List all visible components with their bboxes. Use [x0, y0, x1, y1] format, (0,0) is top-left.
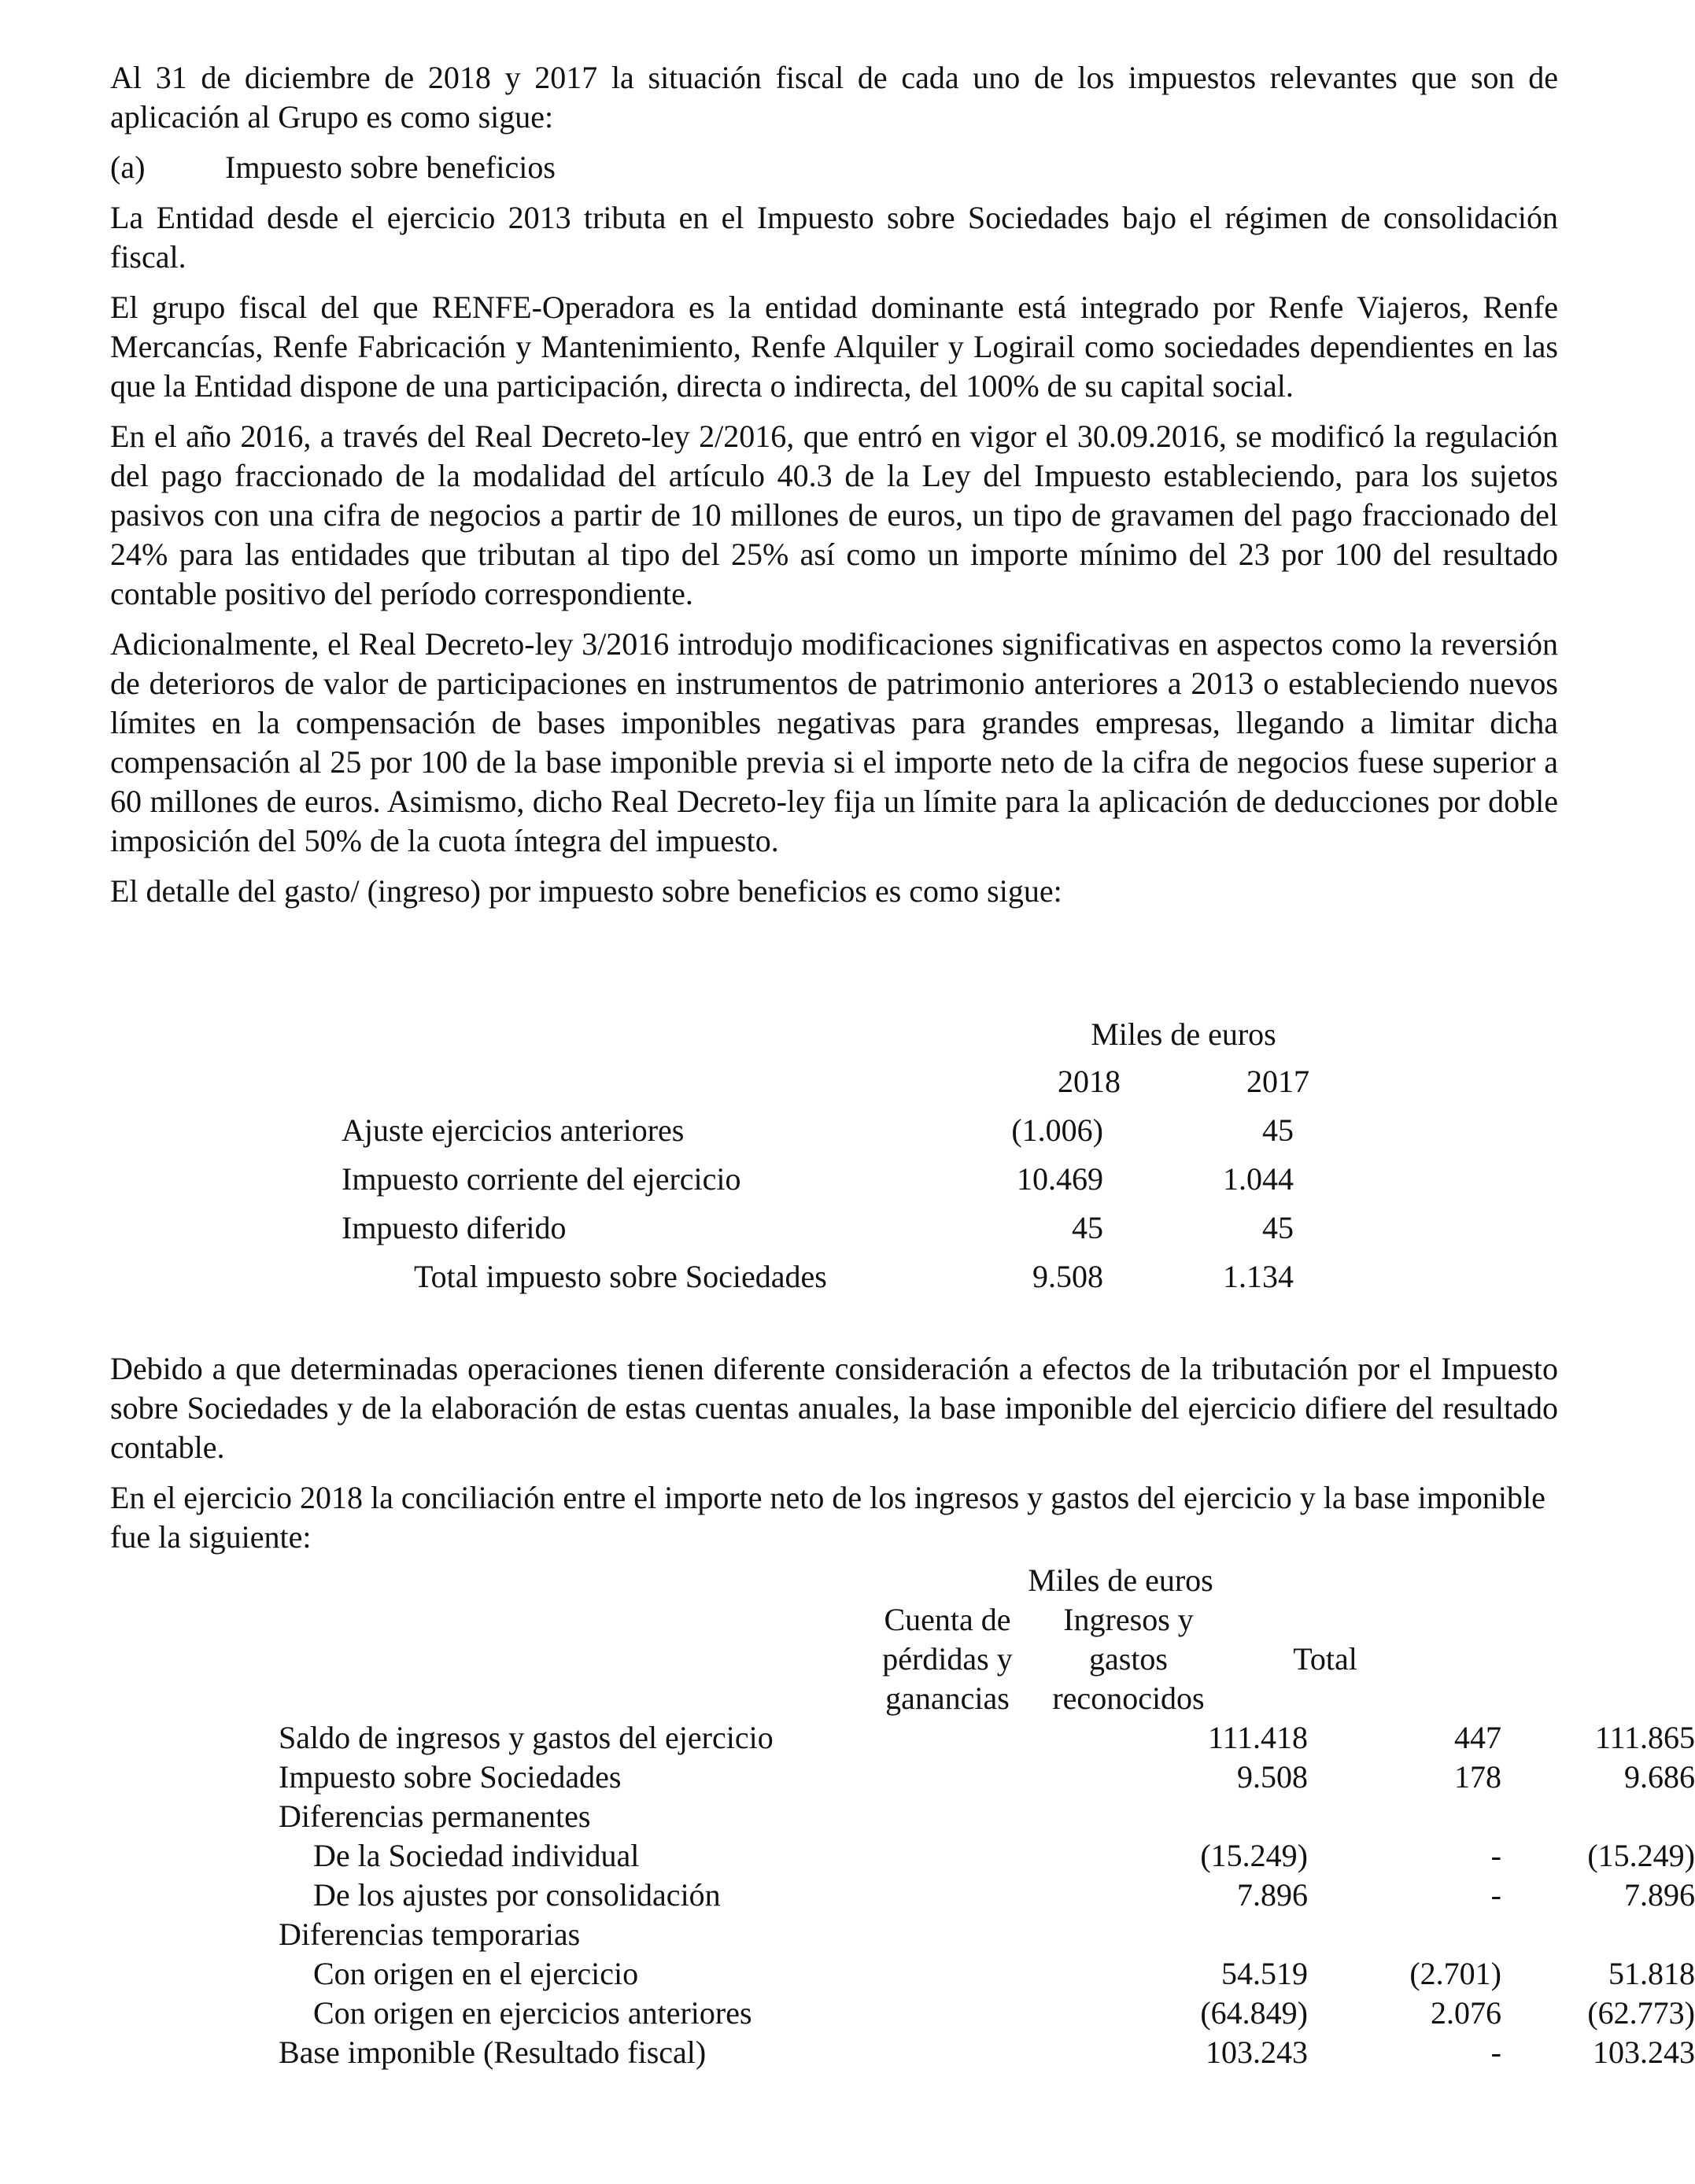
section-a-title: Impuesto sobre beneficios	[225, 149, 556, 185]
table1-row-label: Total impuesto sobre Sociedades	[414, 1259, 827, 1294]
table2-row-label: Base imponible (Resultado fiscal)	[279, 2035, 707, 2070]
table1-total-row	[342, 1257, 1364, 1304]
table2-row	[279, 1758, 1695, 1797]
table2-row	[279, 1876, 1695, 1915]
table2-row	[279, 1797, 1538, 1836]
table2-col2-header-line: gastos	[1089, 1641, 1168, 1677]
table2-row-label: Con origen en ejercicios anteriores	[313, 1995, 752, 2031]
table2-total-value: 7.896	[1624, 1877, 1695, 1913]
table1-value-2017: 45	[1262, 1112, 1294, 1148]
table2-pyg-value: 54.519	[1221, 1956, 1308, 1991]
table1-value-2017: 1.134	[1223, 1259, 1294, 1294]
paragraph-fiscal-group: El grupo fiscal del que RENFE-Operadora es la entidad dominante está integrado por Renfe Viajeros, Renfe Mercancías, Renfe Fabricación y Mantenimiento, Renfe Alquiler y Logirail como sociedades dependientes en las que la Entidad dispone de una participación, directa o indirecta, del 100% de su capital social.	[110, 290, 1558, 404]
document-page-continued	[110, 1349, 1558, 1568]
table1-value-2017: 45	[1262, 1210, 1294, 1245]
table1-value-2018: 45	[1072, 1210, 1103, 1245]
paragraph-rdl-3-2016: Adicionalmente, el Real Decreto-ley 3/2016 introdujo modificaciones significativas en aspectos como la reversión de deterioros de valor de participaciones en instrumentos de patrimonio anteriores a 2013 o estableciendo nuevos límites en la compensación de bases imponibles negativas para grandes empresas, llegando a limitar dicha compensación al 25 por 100 de la base imponible previa si el importe neto de la cifra de negocios fuese superior a 60 millones de euros. Asimismo, dicho Real Decreto-ley fija un límite para la aplicación de deducciones por doble imposición del 50% de la cuota íntegra del impuesto.	[110, 626, 1558, 858]
table2-row	[279, 1954, 1695, 1994]
table1-row	[342, 1208, 1364, 1256]
paragraph-detail-intro: El detalle del gasto/ (ingreso) por impuesto sobre beneficios es como sigue:	[110, 873, 1062, 909]
section-a-label: (a)	[110, 149, 146, 185]
table2-income-expense-value: 178	[1454, 1759, 1501, 1795]
tax-expense-table	[342, 1015, 1364, 1314]
table2-pyg-value: (15.249)	[1200, 1838, 1308, 1873]
table2-income-expense-value: 447	[1454, 1720, 1501, 1755]
table2-pyg-value: 9.508	[1237, 1759, 1308, 1795]
table2-row-label: Impuesto sobre Sociedades	[279, 1759, 622, 1795]
table1-row-label: Impuesto diferido	[342, 1210, 567, 1245]
table2-income-expense-value: -	[1490, 2035, 1501, 2070]
paragraph-rdl-2-2016: En el año 2016, a través del Real Decreto-ley 2/2016, que entró en vigor el 30.09.2016, se modificó la regulación del pago fraccionado de la modalidad del artículo 40.3 de la Ley del Impuesto estableciendo, para los sujetos pasivos con una cifra de negocios a partir de 10 millones de euros, un tipo de gravamen del pago fraccionado del 24% para las entidades que tributan al tipo del 25% así como un importe mínimo del 23 por 100 del resultado contable positivo del período correspondiente.	[110, 419, 1558, 611]
table2-row-label: De los ajustes por consolidación	[313, 1877, 721, 1913]
table2-total-value: (62.773)	[1587, 1995, 1695, 2031]
table2-pyg-value: 7.896	[1237, 1877, 1308, 1913]
table1-value-2018: 10.469	[1017, 1161, 1103, 1197]
table1-value-2018: 9.508	[1032, 1259, 1103, 1294]
table2-row-label: Con origen en el ejercicio	[313, 1956, 639, 1991]
table2-row	[279, 1994, 1695, 2033]
table2-row-label: Diferencias temporarias	[279, 1917, 581, 1952]
table2-row	[279, 1836, 1695, 1876]
table2-income-expense-value: -	[1490, 1838, 1501, 1873]
table1-year-2018: 2018	[1058, 1064, 1121, 1099]
table1-row	[342, 1160, 1364, 1207]
table1-year-2017: 2017	[1246, 1064, 1309, 1099]
table1-row-label: Ajuste ejercicios anteriores	[342, 1112, 685, 1148]
table1-unit-header: Miles de euros	[1091, 1016, 1276, 1052]
table2-income-expense-value: -	[1490, 1877, 1501, 1913]
table2-total-value: 103.243	[1593, 2035, 1695, 2070]
table2-pyg-value: 103.243	[1206, 2035, 1308, 2070]
table2-income-expense-value: 2.076	[1431, 1995, 1501, 2031]
table2-total-value: 51.818	[1608, 1956, 1695, 1991]
section-a-heading	[110, 148, 1558, 187]
tax-base-reconciliation-table	[279, 1561, 1695, 2112]
paragraph-tax-base-difference: Debido a que determinadas operaciones tienen diferente consideración a efectos de la tributación por el Impuesto sobre Sociedades y de la elaboración de estas cuentas anuales, la base imponible del ejercicio difiere del resultado contable.	[110, 1351, 1558, 1465]
table1-value-2018: (1.006)	[1011, 1112, 1103, 1148]
table2-col1-header-line: pérdidas y	[882, 1641, 1013, 1677]
table2-row	[279, 1915, 1538, 1954]
table2-row	[279, 2033, 1695, 2072]
table2-col2-header-line: reconocidos	[1052, 1680, 1205, 1716]
table2-row	[279, 1718, 1695, 1758]
table2-col3-header: Total	[1293, 1641, 1357, 1677]
document-page	[110, 58, 1558, 922]
table2-pyg-value: 111.418	[1207, 1720, 1308, 1755]
table1-value-2017: 1.044	[1223, 1161, 1294, 1197]
table2-row-label: Diferencias permanentes	[279, 1798, 591, 1834]
table1-row	[342, 1111, 1364, 1158]
table2-pyg-value: (64.849)	[1200, 1995, 1308, 2031]
table2-col2-header-line: Ingresos y	[1063, 1602, 1194, 1637]
table2-unit-header: Miles de euros	[1028, 1562, 1213, 1598]
table2-total-value: 9.686	[1624, 1759, 1695, 1795]
table2-income-expense-value: (2.701)	[1409, 1956, 1501, 1991]
table2-total-value: 111.865	[1594, 1720, 1695, 1755]
table1-row-label: Impuesto corriente del ejercicio	[342, 1161, 741, 1197]
table2-col1-header-line: Cuenta de	[884, 1602, 1011, 1637]
intro-paragraph: Al 31 de diciembre de 2018 y 2017 la situación fiscal de cada uno de los impuestos relevantes que son de aplicación al Grupo es como sigue:	[110, 60, 1558, 135]
paragraph-reconciliation-intro: En el ejercicio 2018 la conciliación entre el importe neto de los ingresos y gastos del ejercicio y la base imponible fue la siguiente:	[110, 1480, 1545, 1555]
table2-row-label: De la Sociedad individual	[313, 1838, 640, 1873]
table2-row-label: Saldo de ingresos y gastos del ejercicio	[279, 1720, 774, 1755]
table2-col1-header-line: ganancias	[885, 1680, 1010, 1716]
table2-total-value: (15.249)	[1587, 1838, 1695, 1873]
paragraph-consolidation: La Entidad desde el ejercicio 2013 tributa en el Impuesto sobre Sociedades bajo el régimen de consolidación fiscal.	[110, 200, 1558, 275]
